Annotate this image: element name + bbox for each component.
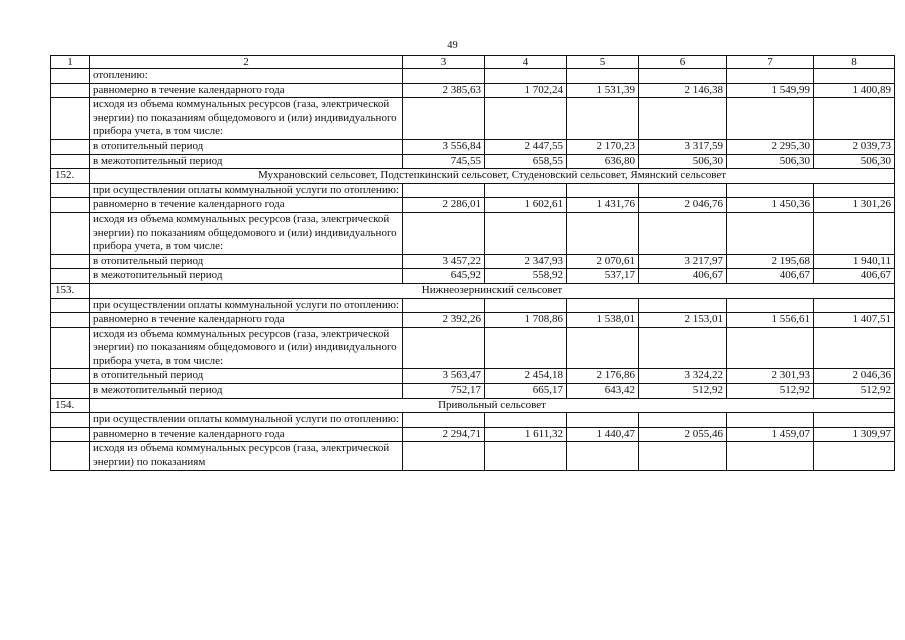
value-cell: 665,17 <box>485 384 567 399</box>
value-cell <box>727 212 814 254</box>
row-number: 154. <box>51 398 90 413</box>
column-header: 3 <box>403 56 485 69</box>
column-header: 4 <box>485 56 567 69</box>
row-description: равномерно в течение календарного года <box>90 427 403 442</box>
value-cell <box>403 183 485 198</box>
value-cell: 745,55 <box>403 154 485 169</box>
value-cell: 2 176,86 <box>567 369 639 384</box>
value-cell <box>639 69 727 84</box>
value-cell: 2 046,36 <box>814 369 895 384</box>
value-cell: 1 400,89 <box>814 83 895 98</box>
value-cell <box>567 413 639 428</box>
value-cell: 1 440,47 <box>567 427 639 442</box>
column-header: 1 <box>51 56 90 69</box>
value-cell: 506,30 <box>814 154 895 169</box>
value-cell <box>639 183 727 198</box>
value-cell <box>639 327 727 369</box>
table-row <box>51 83 895 98</box>
value-cell: 1 407,51 <box>814 313 895 328</box>
value-cell: 3 324,22 <box>639 369 727 384</box>
row-description: в отопительный период <box>90 369 403 384</box>
value-cell <box>567 442 639 470</box>
value-cell <box>639 98 727 140</box>
value-cell: 2 454,18 <box>485 369 567 384</box>
table-row <box>51 98 895 140</box>
row-number <box>51 183 90 198</box>
table-row <box>51 154 895 169</box>
value-cell: 2 070,61 <box>567 254 639 269</box>
value-cell: 2 170,23 <box>567 139 639 154</box>
section-title: Мухрановский сельсовет, Подстепкинский сельсовет, Студеновский сельсовет, Ямянский сельсовет <box>90 169 895 184</box>
value-cell: 2 392,26 <box>403 313 485 328</box>
tariff-table <box>50 55 895 471</box>
row-description: исходя из объема коммунальных ресурсов (газа, электрической энергии) по показаниям <box>90 442 403 470</box>
value-cell: 3 563,47 <box>403 369 485 384</box>
table-row <box>51 198 895 213</box>
value-cell <box>567 183 639 198</box>
value-cell: 636,80 <box>567 154 639 169</box>
value-cell: 2 385,63 <box>403 83 485 98</box>
value-cell: 1 301,26 <box>814 198 895 213</box>
table-row <box>51 384 895 399</box>
value-cell <box>403 98 485 140</box>
value-cell <box>567 327 639 369</box>
row-description: отоплению: <box>90 69 403 84</box>
row-number: 153. <box>51 283 90 298</box>
row-description: в отопительный период <box>90 254 403 269</box>
value-cell <box>567 69 639 84</box>
value-cell: 506,30 <box>727 154 814 169</box>
value-cell: 1 702,24 <box>485 83 567 98</box>
row-number <box>51 69 90 84</box>
table-row <box>51 313 895 328</box>
value-cell <box>485 327 567 369</box>
value-cell: 2 295,30 <box>727 139 814 154</box>
table-row <box>51 442 895 470</box>
row-description: равномерно в течение календарного года <box>90 83 403 98</box>
section-title: Привольный сельсовет <box>90 398 895 413</box>
value-cell: 3 556,84 <box>403 139 485 154</box>
column-header: 5 <box>567 56 639 69</box>
value-cell <box>727 413 814 428</box>
row-description: в межотопительный период <box>90 269 403 284</box>
row-number <box>51 413 90 428</box>
value-cell: 1 450,36 <box>727 198 814 213</box>
value-cell: 1 556,61 <box>727 313 814 328</box>
value-cell: 1 459,07 <box>727 427 814 442</box>
row-number <box>51 313 90 328</box>
value-cell: 2 153,01 <box>639 313 727 328</box>
row-description: равномерно в течение календарного года <box>90 198 403 213</box>
value-cell: 752,17 <box>403 384 485 399</box>
row-number <box>51 154 90 169</box>
value-cell: 1 549,99 <box>727 83 814 98</box>
value-cell <box>814 98 895 140</box>
value-cell: 3 457,22 <box>403 254 485 269</box>
value-cell: 1 602,61 <box>485 198 567 213</box>
value-cell: 643,42 <box>567 384 639 399</box>
value-cell: 2 294,71 <box>403 427 485 442</box>
section-row <box>51 169 895 184</box>
value-cell <box>403 327 485 369</box>
value-cell <box>639 212 727 254</box>
table-row <box>51 254 895 269</box>
row-number <box>51 98 90 140</box>
value-cell <box>639 413 727 428</box>
row-description: исходя из объема коммунальных ресурсов (газа, электрической энергии) по показаниям общедомового и (или) индивидуального прибора учета, в том числе: <box>90 212 403 254</box>
value-cell: 1 531,39 <box>567 83 639 98</box>
row-number <box>51 427 90 442</box>
value-cell <box>727 98 814 140</box>
table-row <box>51 212 895 254</box>
section-title: Нижнеозернинский сельсовет <box>90 283 895 298</box>
value-cell: 2 195,68 <box>727 254 814 269</box>
row-number <box>51 83 90 98</box>
value-cell <box>814 413 895 428</box>
value-cell <box>814 183 895 198</box>
value-cell <box>727 69 814 84</box>
row-number: 152. <box>51 169 90 184</box>
table-row <box>51 139 895 154</box>
value-cell <box>814 442 895 470</box>
value-cell: 512,92 <box>814 384 895 399</box>
value-cell <box>403 442 485 470</box>
row-description: исходя из объема коммунальных ресурсов (газа, электрической энергии) по показаниям общедомового и (или) индивидуального прибора учета, в том числе: <box>90 327 403 369</box>
value-cell: 2 039,73 <box>814 139 895 154</box>
value-cell <box>485 212 567 254</box>
value-cell: 406,67 <box>639 269 727 284</box>
value-cell: 645,92 <box>403 269 485 284</box>
table-row <box>51 269 895 284</box>
value-cell <box>485 298 567 313</box>
row-description: в отопительный период <box>90 139 403 154</box>
value-cell: 1 538,01 <box>567 313 639 328</box>
value-cell: 512,92 <box>639 384 727 399</box>
value-cell: 2 055,46 <box>639 427 727 442</box>
value-cell: 2 347,93 <box>485 254 567 269</box>
table-row <box>51 183 895 198</box>
value-cell <box>814 212 895 254</box>
value-cell <box>727 298 814 313</box>
value-cell: 506,30 <box>639 154 727 169</box>
column-header: 2 <box>90 56 403 69</box>
section-row <box>51 283 895 298</box>
value-cell <box>727 442 814 470</box>
row-number <box>51 212 90 254</box>
row-number <box>51 384 90 399</box>
value-cell <box>567 212 639 254</box>
value-cell <box>403 298 485 313</box>
row-number <box>51 198 90 213</box>
row-description: при осуществлении оплаты коммунальной услуги по отоплению: <box>90 183 403 198</box>
row-number <box>51 254 90 269</box>
table-row <box>51 327 895 369</box>
value-cell: 658,55 <box>485 154 567 169</box>
row-number <box>51 269 90 284</box>
value-cell: 3 317,59 <box>639 139 727 154</box>
value-cell: 1 940,11 <box>814 254 895 269</box>
value-cell <box>567 98 639 140</box>
value-cell <box>814 69 895 84</box>
value-cell: 3 217,97 <box>639 254 727 269</box>
row-number <box>51 369 90 384</box>
value-cell: 537,17 <box>567 269 639 284</box>
value-cell: 2 286,01 <box>403 198 485 213</box>
value-cell <box>403 413 485 428</box>
value-cell: 2 146,38 <box>639 83 727 98</box>
value-cell <box>727 183 814 198</box>
value-cell <box>403 69 485 84</box>
column-header: 7 <box>727 56 814 69</box>
value-cell: 1 309,97 <box>814 427 895 442</box>
value-cell <box>403 212 485 254</box>
value-cell <box>485 413 567 428</box>
value-cell: 406,67 <box>814 269 895 284</box>
row-number <box>51 327 90 369</box>
value-cell <box>814 298 895 313</box>
row-description: при осуществлении оплаты коммунальной услуги по отоплению: <box>90 413 403 428</box>
value-cell: 1 708,86 <box>485 313 567 328</box>
row-description: исходя из объема коммунальных ресурсов (газа, электрической энергии) по показаниям общедомового и (или) индивидуального прибора учета, в том числе: <box>90 98 403 140</box>
column-header: 6 <box>639 56 727 69</box>
row-number <box>51 442 90 470</box>
table-row <box>51 369 895 384</box>
table-row <box>51 298 895 313</box>
value-cell <box>485 442 567 470</box>
value-cell: 1 431,76 <box>567 198 639 213</box>
value-cell <box>639 442 727 470</box>
row-description: в межотопительный период <box>90 384 403 399</box>
table-row <box>51 69 895 84</box>
value-cell: 2 046,76 <box>639 198 727 213</box>
page-number: 49 <box>447 40 458 51</box>
value-cell <box>485 69 567 84</box>
value-cell <box>639 298 727 313</box>
value-cell: 558,92 <box>485 269 567 284</box>
value-cell <box>485 98 567 140</box>
row-number <box>51 139 90 154</box>
value-cell: 512,92 <box>727 384 814 399</box>
section-row <box>51 398 895 413</box>
value-cell: 2 301,93 <box>727 369 814 384</box>
row-description: равномерно в течение календарного года <box>90 313 403 328</box>
row-description: при осуществлении оплаты коммунальной услуги по отоплению: <box>90 298 403 313</box>
table-row <box>51 413 895 428</box>
row-number <box>51 298 90 313</box>
value-cell: 1 611,32 <box>485 427 567 442</box>
value-cell <box>727 327 814 369</box>
value-cell <box>814 327 895 369</box>
row-description: в межотопительный период <box>90 154 403 169</box>
table-row <box>51 427 895 442</box>
value-cell: 406,67 <box>727 269 814 284</box>
value-cell <box>567 298 639 313</box>
column-header: 8 <box>814 56 895 69</box>
value-cell: 2 447,55 <box>485 139 567 154</box>
value-cell <box>485 183 567 198</box>
table-header-row <box>51 56 895 69</box>
